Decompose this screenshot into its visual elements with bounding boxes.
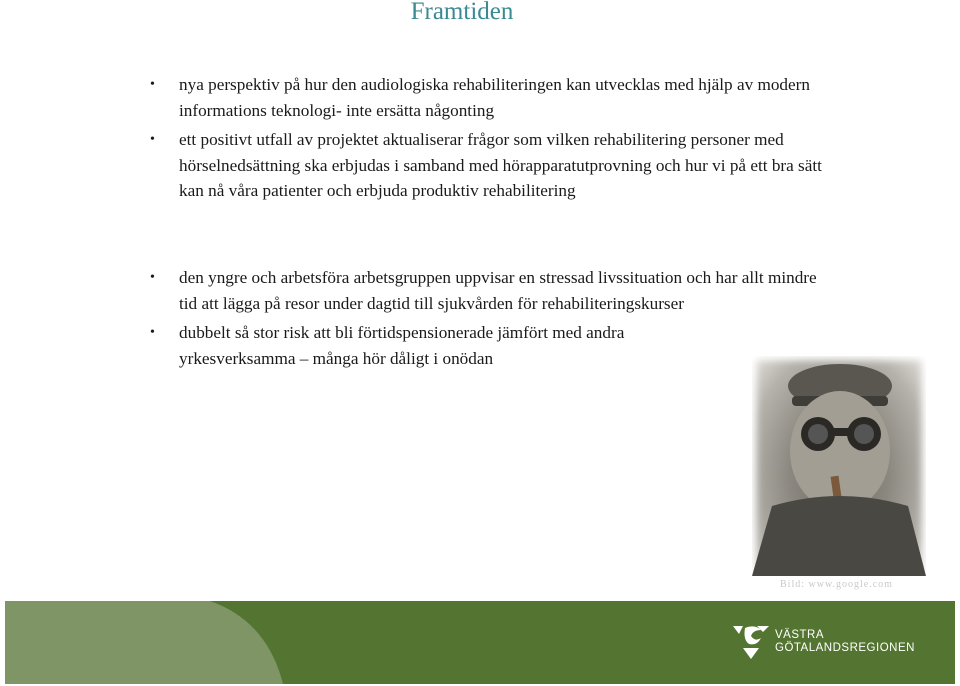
bullet-icon: • [150,325,155,341]
bullet-text: ett positivt utfall av projektet aktualiserar frågor som vilken rehabilitering personer med hörselnedsättning ska erbjudas i samband med hörapparatutprovning och hur vi på ett bra sätt kan nå våra patienter och erbjuda produktiv rehabilitering [179,130,822,201]
bullet-list-1 [150,72,830,204]
logo-emblem-icon [733,624,769,660]
bullet-text: nya perspektiv på hur den audiologiska rehabiliteringen kan utvecklas med hjälp av modern informations teknologi- inte ersätta någonting [179,75,810,120]
bullet-icon: • [150,270,155,285]
slide-title: Framtiden [410,0,514,25]
bullet-text: dubbelt så stor risk att bli förtidspensionerade jämfört med andra yrkesverksamma – många hör dåligt i onödan [179,323,625,368]
binoculars-illustration [752,356,926,576]
bullet-icon: • [150,77,155,92]
logo-line-1: VÄSTRA [775,629,825,641]
bullet-text: den yngre och arbetsföra arbetsgruppen uppvisar en stressad livssituation och har allt mindre tid att lägga på resor under dagtid till sjukvården för rehabiliteringskurser [179,268,817,313]
man-with-binoculars-photo [752,356,926,576]
bullet-icon: • [150,132,155,148]
bullet-item [150,320,719,371]
image-caption: Bild: www.google.com [780,579,893,590]
bullet-list-2 [150,265,820,371]
logo-line-2: GÖTALANDSREGIONEN [775,642,915,654]
bullet-item [150,72,830,123]
vastra-gotalandsregionen-logo [733,624,915,660]
bullet-item [150,265,820,316]
footer-curve-shape [5,601,285,684]
bullet-item [150,127,830,204]
